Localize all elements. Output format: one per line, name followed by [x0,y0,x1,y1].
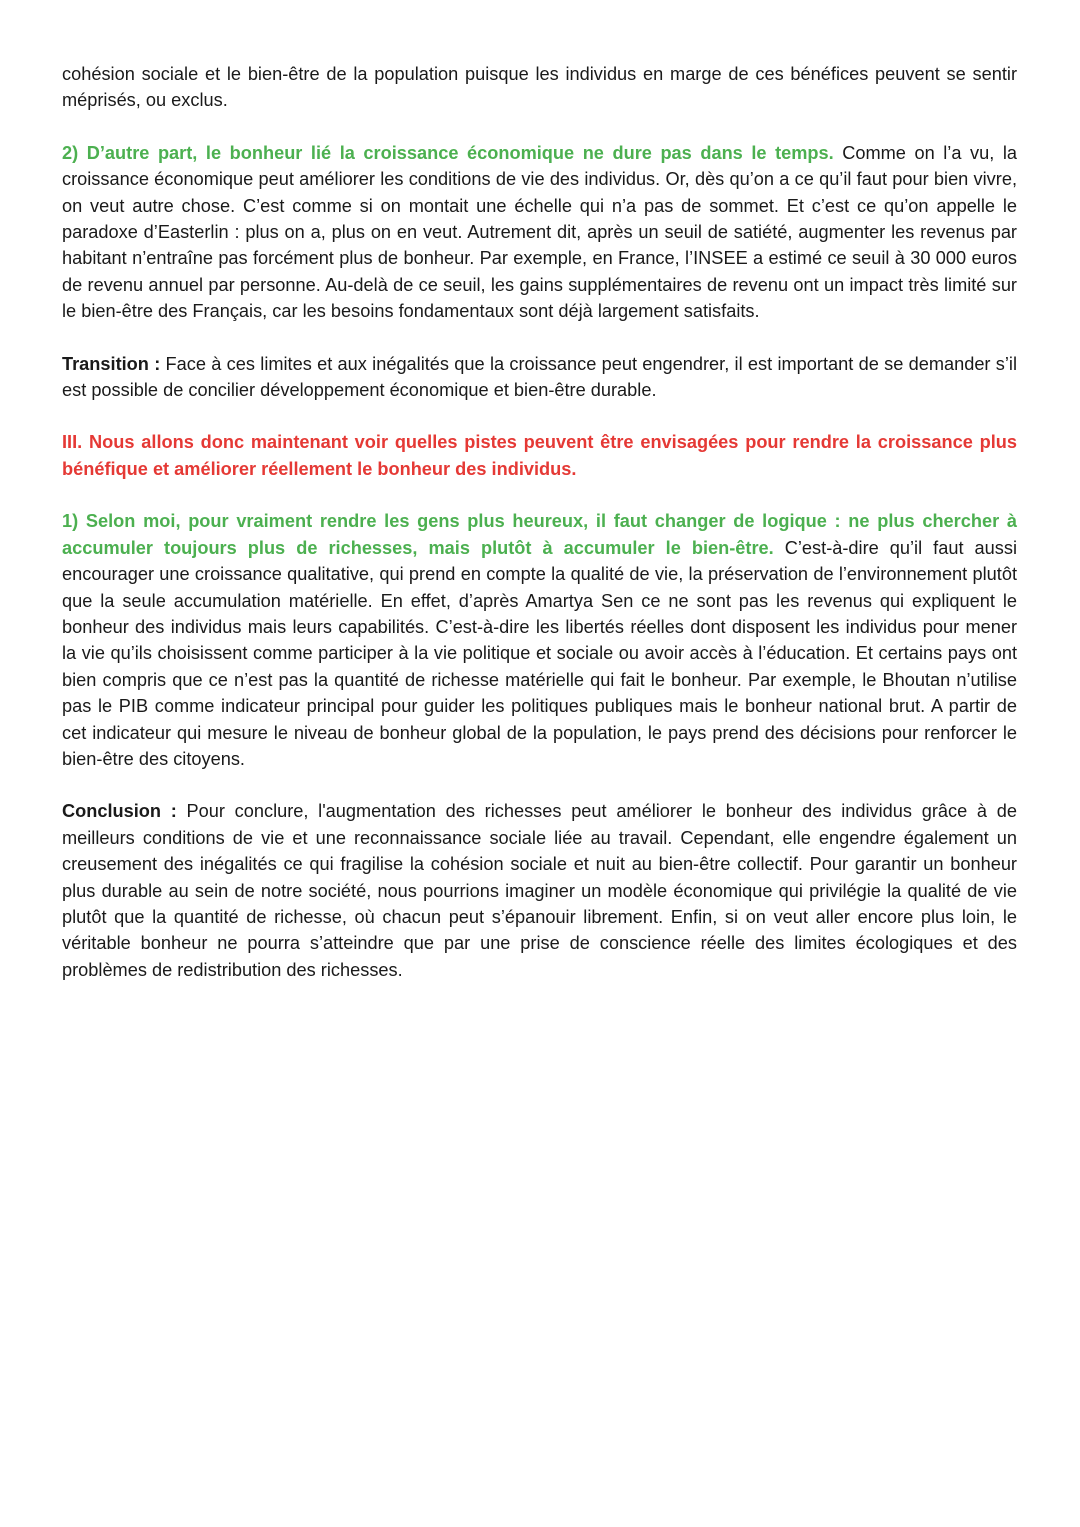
paragraph-text: Pour conclure, l'augmentation des richesses peut améliorer le bonheur des individus grâce à de meilleurs conditions de vie et une reconnaissance sociale liée au travail. Cependant, elle engendre également un creusement des inégalités ce qui fragilise la cohésion sociale et nuit au bien-être collectif. Pour garantir un bonheur plus durable au sein de notre société, nous pourrions imaginer un modèle économique qui privilégie la qualité de vie plutôt que la quantité de richesse, où chacun peut s’épanouir librement. Enfin, si on veut aller encore plus loin, le véritable bonheur ne pourra s’atteindre que par une prise de conscience réelle des limites écologiques et des problèmes de redistribution des richesses. [62,801,1017,980]
paragraph-transition [62,351,1017,404]
paragraph-text: cohésion sociale et le bien-être de la population puisque les individus en marge de ces bénéfices peuvent se sentir méprisés, ou exclus. [62,64,1017,111]
section-heading: 1) Selon moi, pour vraiment rendre les gens plus heureux, il faut changer de logique : ne plus chercher à accumuler toujours plus de richesses, mais plutôt à accumuler le bien-être. [62,511,1017,558]
document-page [62,61,1017,1009]
paragraph-text: Comme on l’a vu, la croissance économique peut améliorer les conditions de vie des individus. Or, dès qu’on a ce qu’il faut pour bien vivre, on veut autre chose. C’est comme si on montait une échelle qui n’a pas de sommet. Et c’est ce qu’on appelle le paradoxe d’Easterlin : plus on a, plus on en veut. Autrement dit, après un seuil de satiété, augmenter les revenus par habitant n’entraîne pas forcément plus de bonheur. Par exemple, en France, l’INSEE a estimé ce seuil à 30 000 euros de revenu annuel par personne. Au-delà de ce seuil, les gains supplémentaires de revenu ont un impact très limité sur le bien-être des Français, car les besoins fondamentaux sont déjà largement satisfaits. [62,142,1017,322]
paragraph-section-2 [62,140,1017,325]
paragraph-continuation [62,61,1017,114]
paragraph-text: Face à ces limites et aux inégalités que la croissance peut engendrer, il est important de se demander s’il est possible de concilier développement économique et bien-être durable. [62,353,1017,401]
conclusion-label: Conclusion : [62,801,177,822]
part-heading: III. Nous allons donc maintenant voir quelles pistes peuvent être envisagées pour rendre la croissance plus bénéfique et améliorer réellement le bonheur des individus. [62,432,1017,479]
transition-label: Transition : [62,353,161,374]
section-heading: 2) D’autre part, le bonheur lié la croissance économique ne dure pas dans le temps. [62,142,834,163]
paragraph-text: C’est-à-dire qu’il faut aussi encourager une croissance qualitative, qui prend en compte la qualité de vie, la préservation de l’environnement plutôt que la seule accumulation matérielle. En effet, d’après Amartya Sen ce ne sont pas les revenus qui expliquent le bonheur des individus mais leurs capabilités. C’est-à-dire les libertés réelles dont disposent les individus pour mener la vie qu’ils choisissent comme participer à la vie politique et sociale ou avoir accès à l’éducation. Et certains pays ont bien compris que ce n’est pas la quantité de richesse matérielle qui fait le bonheur. Par exemple, le Bhoutan n’utilise pas le PIB comme indicateur principal pour guider les politiques publiques mais le bonheur national brut. A partir de cet indicateur qui mesure le niveau de bonheur global de la population, le pays prend des décisions pour renforcer le bien-être des citoyens. [62,537,1017,769]
paragraph-conclusion [62,798,1017,983]
paragraph-section-3-1 [62,508,1017,772]
part-three-heading [62,429,1017,482]
